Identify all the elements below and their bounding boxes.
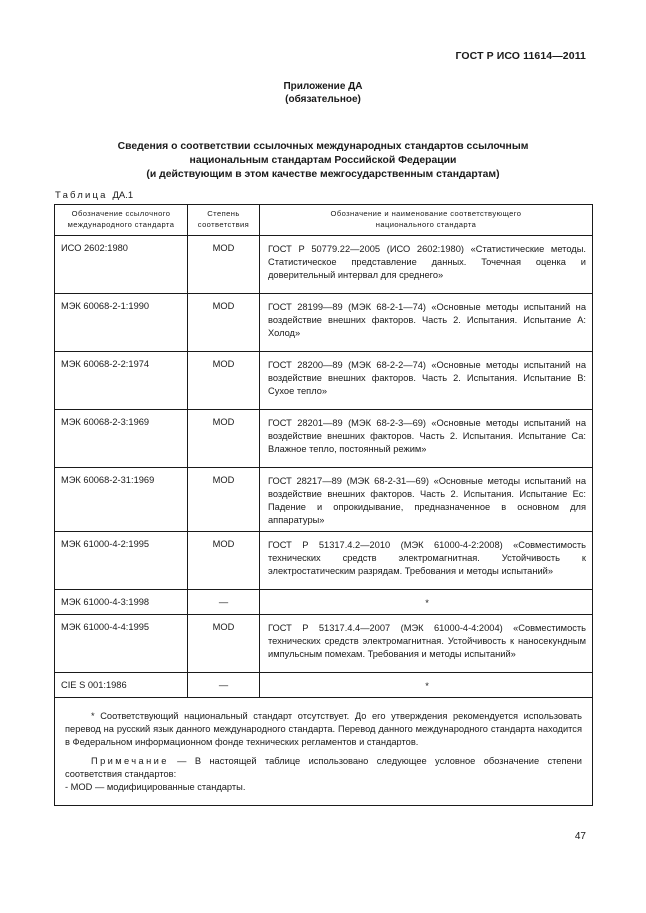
header-national-standard: [260, 205, 593, 236]
note: [65, 755, 582, 781]
ref-standard-cell: МЭК 61000-4-4:1995: [55, 615, 188, 673]
table-row: [55, 294, 593, 352]
degree-cell: —: [188, 673, 260, 698]
standards-table: [54, 204, 593, 806]
table-notes-cell: [55, 698, 593, 806]
ref-standard-cell: МЭК 60068-2-3:1969: [55, 410, 188, 468]
table-row: [55, 615, 593, 673]
table-row: [55, 468, 593, 532]
national-standard-cell: ГОСТ Р 50779.22—2005 (ИСО 2602:1980) «Статистические методы. Статистическое представление данных. Точечная оценка и доверительный интервал для среднего»: [260, 236, 593, 294]
table-notes-row: [55, 698, 593, 806]
page-number: 47: [574, 831, 586, 842]
title-line-2: национальным стандартам Российской Федерации: [189, 155, 457, 166]
note-item: - MOD — модифицированные стандарты.: [65, 782, 246, 792]
appendix-heading: [0, 80, 646, 106]
national-standard-cell: ГОСТ Р 51317.4.4—2007 (МЭК 61000-4-4:2004) «Совместимость технических средств электромагнитная. Устойчивость к наносекундным импульсным помехам. Требования и методы испытаний»: [260, 615, 593, 673]
degree-cell: MOD: [188, 468, 260, 532]
ref-standard-cell: МЭК 61000-4-3:1998: [55, 590, 188, 615]
table-caption-number: ДА.1: [112, 190, 134, 201]
table-row: [55, 236, 593, 294]
national-standard-cell: ГОСТ 28200—89 (МЭК 68-2-2—74) «Основные методы испытаний на воздействие внешних факторов. Часть 2. Испытания. Испытание В: Сухое тепло»: [260, 352, 593, 410]
table-header-row: [55, 205, 593, 236]
note-label: Примечание: [91, 756, 169, 766]
header-col1-line1: Обозначение ссылочного: [71, 209, 171, 218]
ref-standard-cell: CIE S 001:1986: [55, 673, 188, 698]
appendix-title: Приложение ДА: [283, 81, 363, 92]
ref-standard-cell: ИСО 2602:1980: [55, 236, 188, 294]
national-standard-cell: ГОСТ 28217—89 (МЭК 68-2-31—69) «Основные методы испытаний на воздействие внешних факторов. Часть 2. Испытания. Испытание Ес: Падение и опрокидывание, предназначенное в основном для аппаратуры»: [260, 468, 593, 532]
ref-standard-cell: МЭК 60068-2-31:1969: [55, 468, 188, 532]
header-col1-line2: международного стандарта: [67, 220, 175, 229]
national-standard-cell: ГОСТ 28201—89 (МЭК 68-2-3—69) «Основные методы испытаний на воздействие внешних факторов. Часть 2. Испытания. Испытание Са: Влажное тепло, постоянный режим»: [260, 410, 593, 468]
table-row: [55, 590, 593, 615]
header-col3-line2: национального стандарта: [375, 220, 477, 229]
section-title: [60, 140, 586, 182]
standard-code: ГОСТ Р ИСО 11614—2011: [455, 50, 586, 62]
table-caption: [55, 190, 133, 201]
degree-cell: MOD: [188, 294, 260, 352]
degree-cell: —: [188, 590, 260, 615]
title-line-3: (и действующим в этом качестве межгосударственным стандартам): [146, 169, 500, 180]
table-row: [55, 532, 593, 590]
table-caption-word: Таблица: [55, 190, 108, 201]
title-line-1: Сведения о соответствии ссылочных международных стандартов ссылочным: [117, 141, 529, 152]
degree-cell: MOD: [188, 615, 260, 673]
table-row: [55, 673, 593, 698]
ref-standard-cell: МЭК 61000-4-2:1995: [55, 532, 188, 590]
header-col2-line2: соответствия: [197, 220, 250, 229]
footnote: * Соответствующий национальный стандарт отсутствует. До его утверждения рекомендуется использовать перевод на русский язык данного международного стандарта. Перевод данного международного стандарта находится в Федеральном информационном фонде технических регламентов и стандартов.: [65, 711, 582, 747]
header-reference-standard: [55, 205, 188, 236]
ref-standard-cell: МЭК 60068-2-1:1990: [55, 294, 188, 352]
table-row: [55, 410, 593, 468]
ref-standard-cell: МЭК 60068-2-2:1974: [55, 352, 188, 410]
table-row: [55, 352, 593, 410]
national-standard-cell: *: [260, 590, 593, 615]
header-degree: [188, 205, 260, 236]
national-standard-cell: ГОСТ 28199—89 (МЭК 68-2-1—74) «Основные методы испытаний на воздействие внешних факторов. Часть 2. Испытания. Испытание А: Холод»: [260, 294, 593, 352]
appendix-subtitle: (обязательное): [285, 94, 361, 105]
degree-cell: MOD: [188, 410, 260, 468]
note-text: — В настоящей таблице использовано следующее условное обозначение степени соответствия стандартов:: [65, 756, 582, 779]
degree-cell: MOD: [188, 236, 260, 294]
degree-cell: MOD: [188, 532, 260, 590]
national-standard-cell: *: [260, 673, 593, 698]
degree-cell: MOD: [188, 352, 260, 410]
national-standard-cell: ГОСТ Р 51317.4.2—2010 (МЭК 61000-4-2:2008) «Совместимость технических средств электромагнитная. Устойчивость к электростатическим разрядам. Требования и методы испытаний»: [260, 532, 593, 590]
header-col3-line1: Обозначение и наименование соответствующего: [330, 209, 522, 218]
header-col2-line1: Степень: [207, 209, 240, 218]
